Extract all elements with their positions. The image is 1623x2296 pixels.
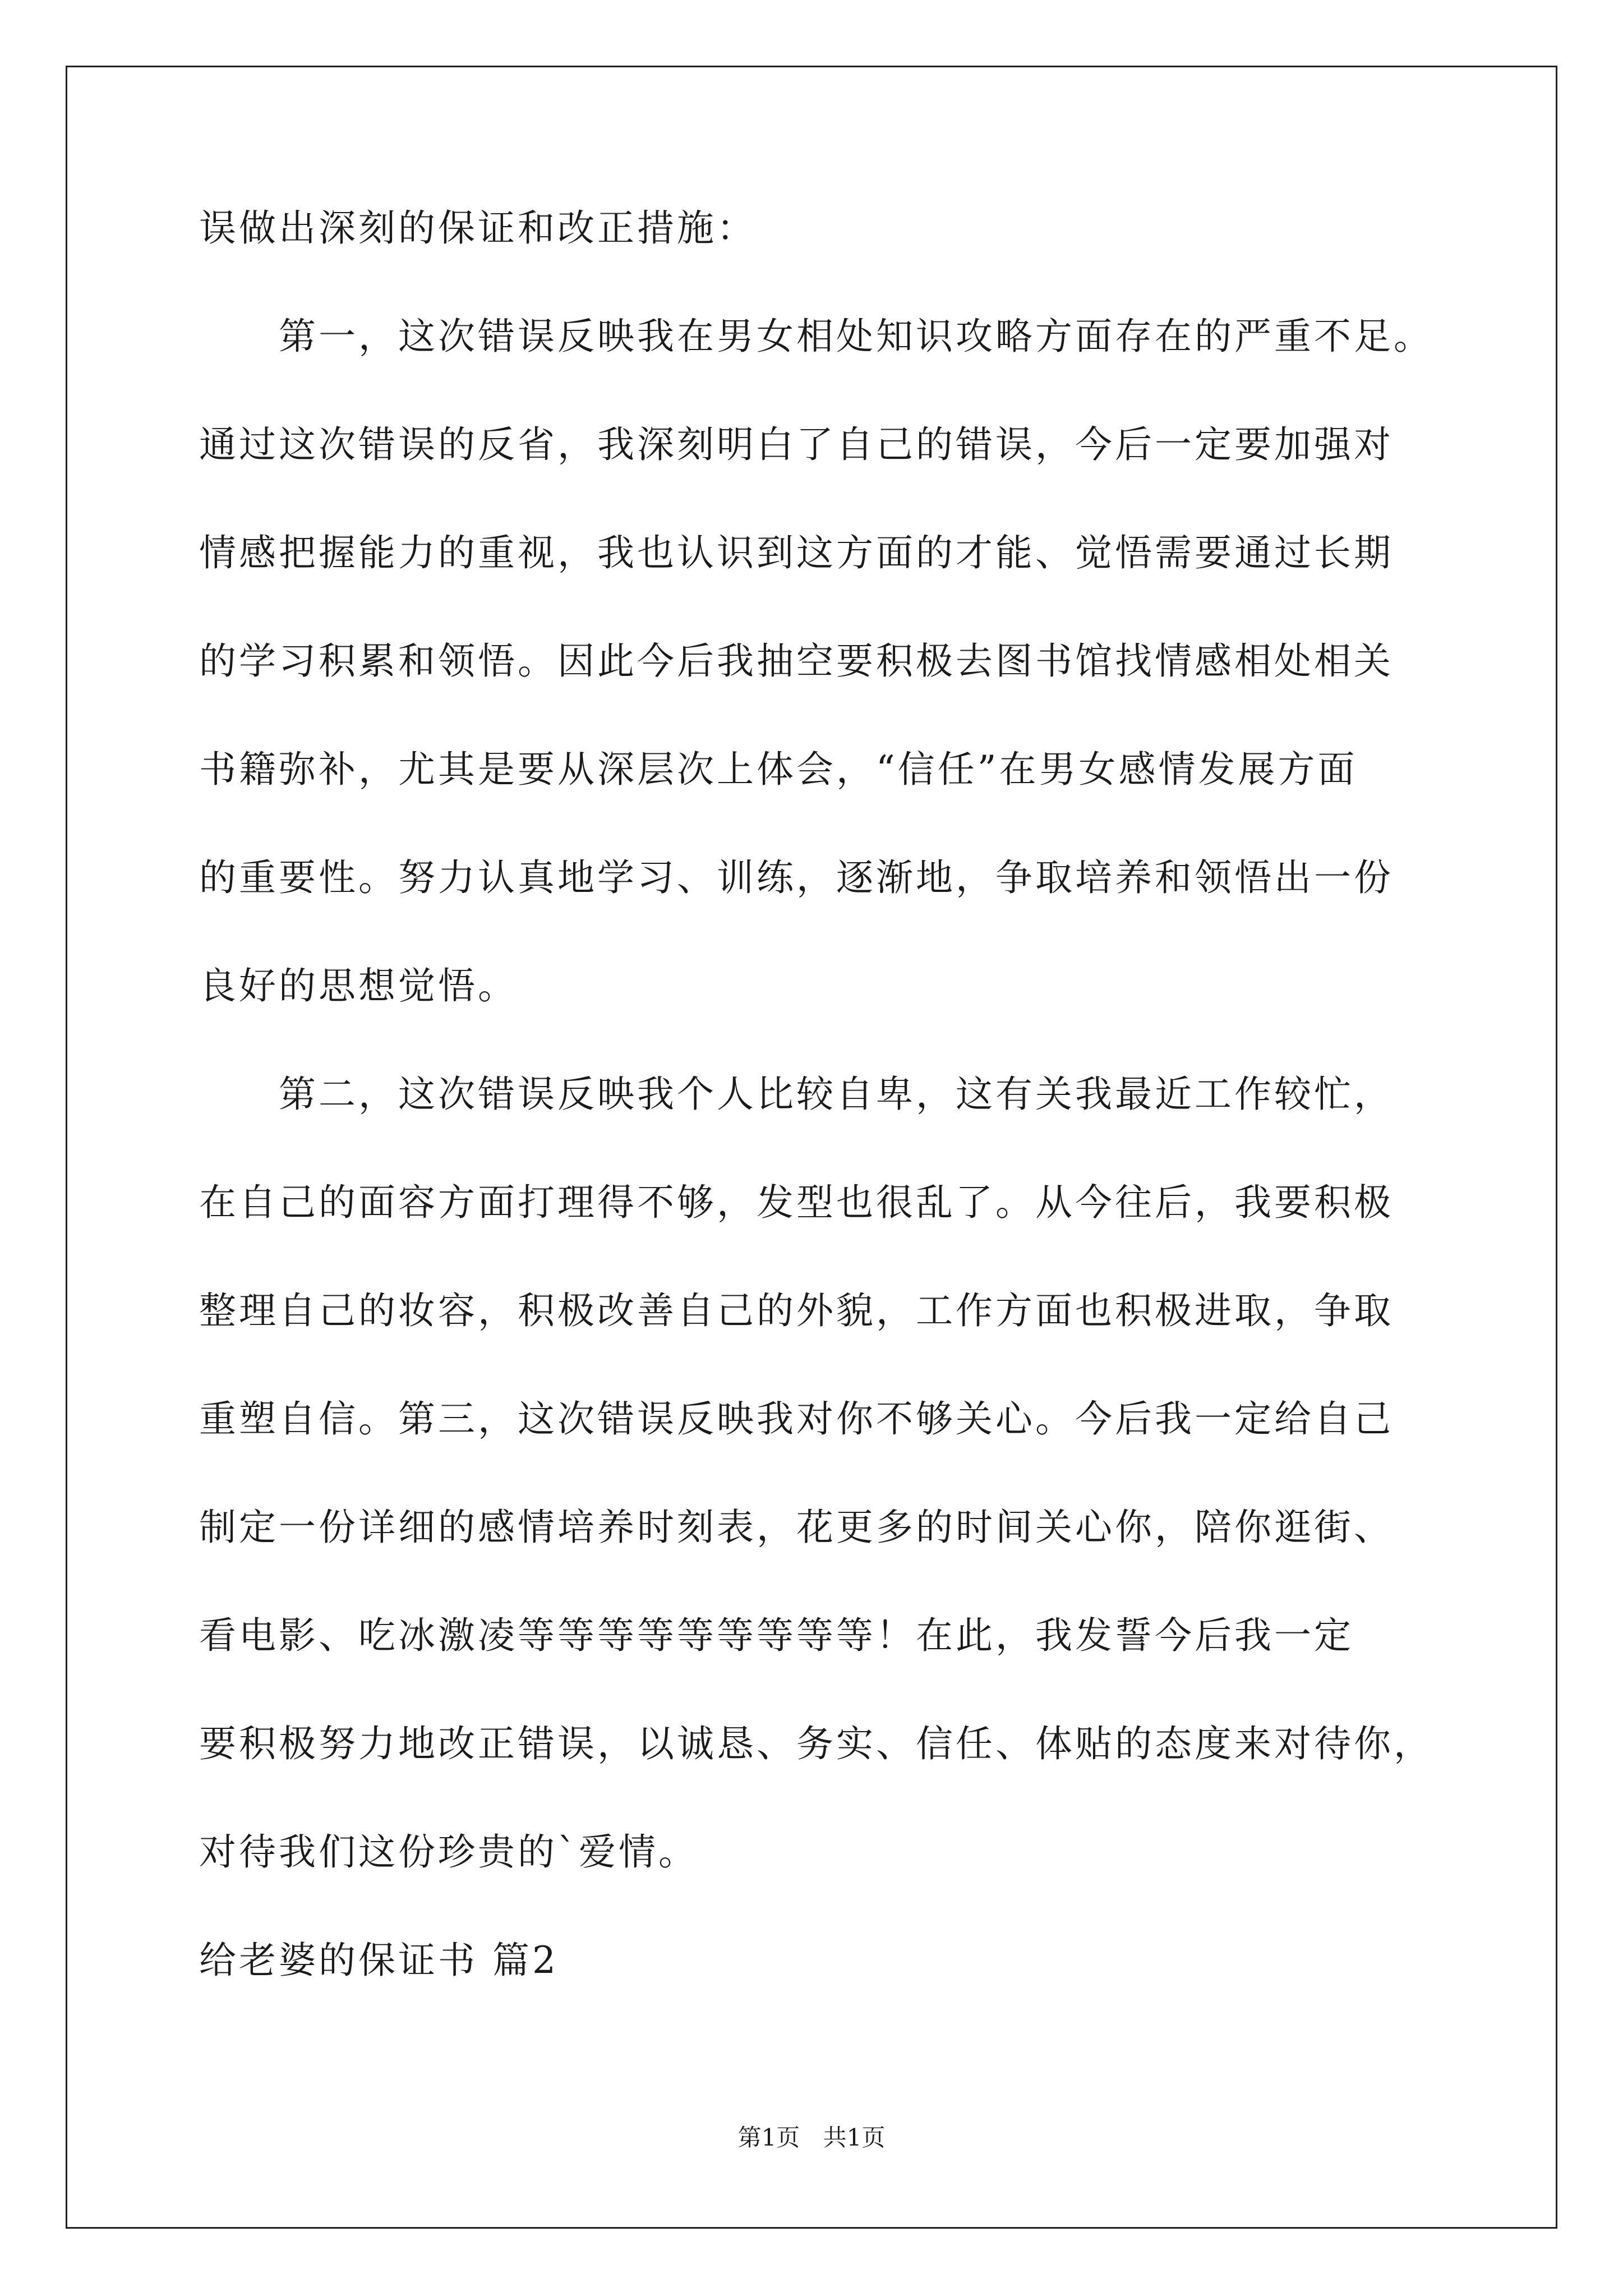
page-count: 共1页 bbox=[823, 2124, 886, 2151]
text-line: 误做出深刻的保证和改正措施： bbox=[199, 206, 757, 250]
text-line: 情感把握能力的重视，我也认识到这方面的才能、觉悟需要通过长期 bbox=[199, 531, 1394, 574]
page-border bbox=[66, 66, 1557, 2229]
text-line: 制定一份详细的感情培养时刻表，花更多的时间关心你，陪你逛街、 bbox=[199, 1506, 1394, 1549]
text-line: 第二，这次错误反映我个人比较自卑，这有关我最近工作较忙， bbox=[199, 1073, 1394, 1116]
text-line: 第一，这次错误反映我在男女相处知识攻略方面存在的严重不足。 bbox=[199, 315, 1433, 358]
text-line: 在自己的面容方面打理得不够，发型也很乱了。从今往后，我要积极 bbox=[199, 1181, 1394, 1224]
text-line: 看电影、吃冰激凌等等等等等等等等等！在此，我发誓今后我一定 bbox=[199, 1614, 1354, 1657]
page-number: 第1页 bbox=[737, 2124, 800, 2151]
text-line: 良好的思想觉悟。 bbox=[199, 964, 518, 1007]
text-line: 对待我们这份珍贵的`爱情。 bbox=[199, 1830, 698, 1874]
page-footer bbox=[0, 2126, 1623, 2150]
text-line: 整理自己的妆容，积极改善自己的外貌，工作方面也积极进取，争取 bbox=[199, 1289, 1394, 1332]
text-line: 重塑自信。第三，这次错误反映我对你不够关心。今后我一定给自己 bbox=[199, 1397, 1394, 1441]
text-line: 通过这次错误的反省，我深刻明白了自己的错误，今后一定要加强对 bbox=[199, 423, 1394, 466]
text-line: 书籍弥补，尤其是要从深层次上体会，“信任”在男女感情发展方面 bbox=[199, 748, 1358, 791]
section-heading: 给老婆的保证书 篇2 bbox=[199, 1939, 559, 1982]
text-line: 的重要性。努力认真地学习、训练，逐渐地，争取培养和领悟出一份 bbox=[199, 856, 1394, 899]
text-line: 的学习积累和领悟。因此今后我抽空要积极去图书馆找情感相处相关 bbox=[199, 639, 1394, 683]
text-line: 要积极努力地改正错误，以诚恳、务实、信任、体贴的态度来对待你， bbox=[199, 1722, 1433, 1765]
